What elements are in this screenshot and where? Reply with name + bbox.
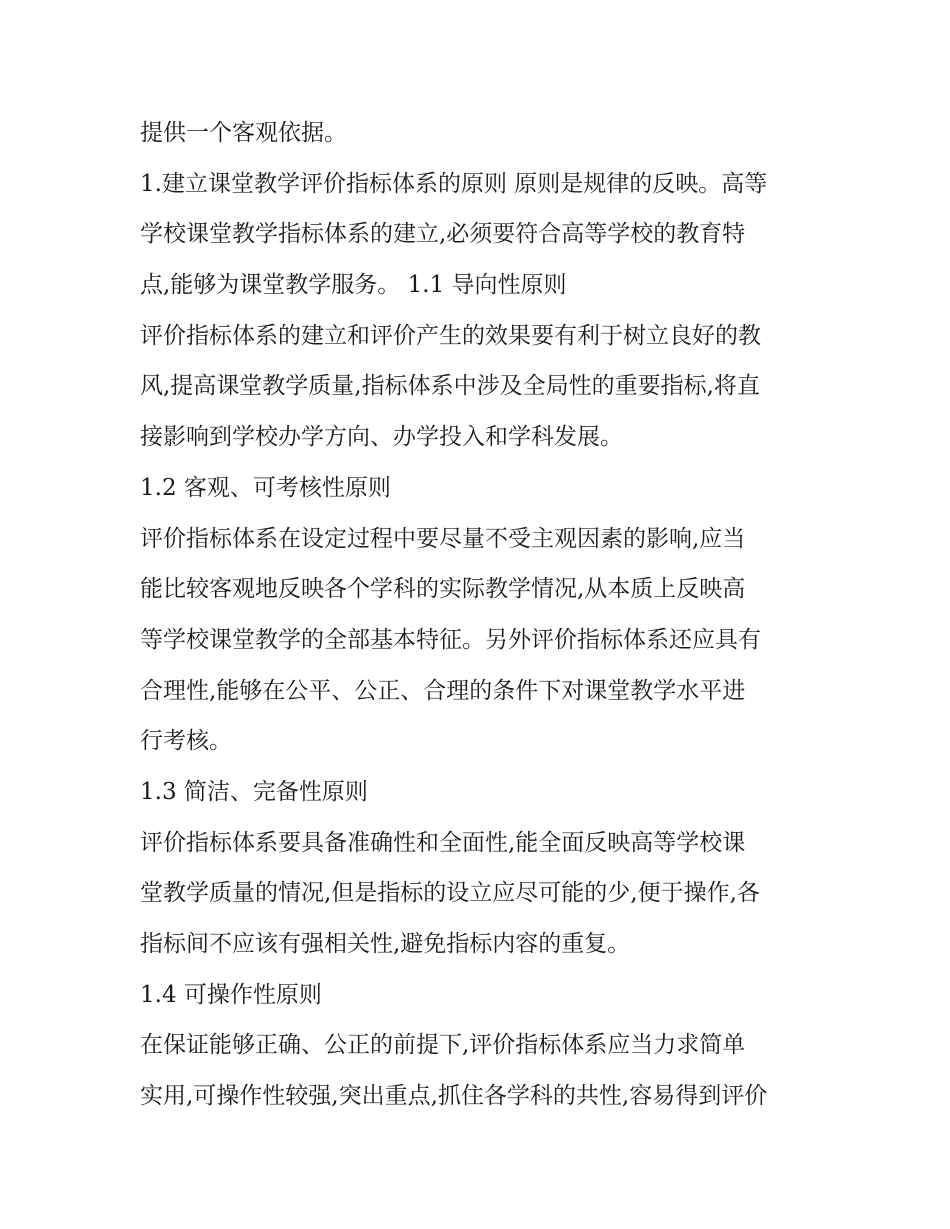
text-line: 评价指标体系的建立和评价产生的效果要有利于树立良好的教 bbox=[140, 322, 761, 349]
text-line: 行考核。 bbox=[140, 728, 232, 755]
text-line: 点,能够为课堂教学服务。 1.1 导向性原则 bbox=[140, 272, 567, 299]
text-line: 指标间不应该有强相关性,避免指标内容的重复。 bbox=[140, 931, 631, 957]
text-line: 风,提高课堂教学质量,指标体系中涉及全局性的重要指标,将直 bbox=[140, 373, 760, 400]
text-line: 堂教学质量的情况,但是指标的设立应尽可能的少,便于操作,各 bbox=[140, 880, 760, 907]
text-line: 接影响到学校办学方向、办学投入和学科发展。 bbox=[140, 424, 623, 451]
text-line: 评价指标体系要具备准确性和全面性,能全面反映高等学校课 bbox=[140, 829, 746, 856]
subsection-heading-line: 1.2 客观、可考核性原则 bbox=[140, 474, 391, 501]
section-heading-line: 1.建立课堂教学评价指标体系的原则 原则是规律的反映。高等 bbox=[140, 170, 768, 197]
text-line: 能比较客观地反映各个学科的实际教学情况,从本质上反映高 bbox=[140, 576, 746, 603]
subsection-heading-line: 1.4 可操作性原则 bbox=[140, 981, 322, 1008]
text-line: 学校课堂教学指标体系的建立,必须要符合高等学校的教育特 bbox=[140, 221, 746, 248]
text-line: 提供一个客观依据。 bbox=[140, 120, 347, 146]
text-line: 评价指标体系在设定过程中要尽量不受主观因素的影响,应当 bbox=[140, 525, 746, 552]
document-body bbox=[140, 108, 820, 1122]
subsection-heading-line: 1.3 简洁、完备性原则 bbox=[140, 778, 368, 805]
text-line: 合理性,能够在公平、公正、合理的条件下对课堂教学水平进 bbox=[140, 677, 746, 704]
text-line: 在保证能够正确、公正的前提下,评价指标体系应当力求简单 bbox=[140, 1032, 746, 1059]
text-line: 等学校课堂教学的全部基本特征。另外评价指标体系还应具有 bbox=[140, 626, 761, 653]
text-line: 实用,可操作性较强,突出重点,抓住各学科的共性,容易得到评价 bbox=[140, 1083, 768, 1110]
